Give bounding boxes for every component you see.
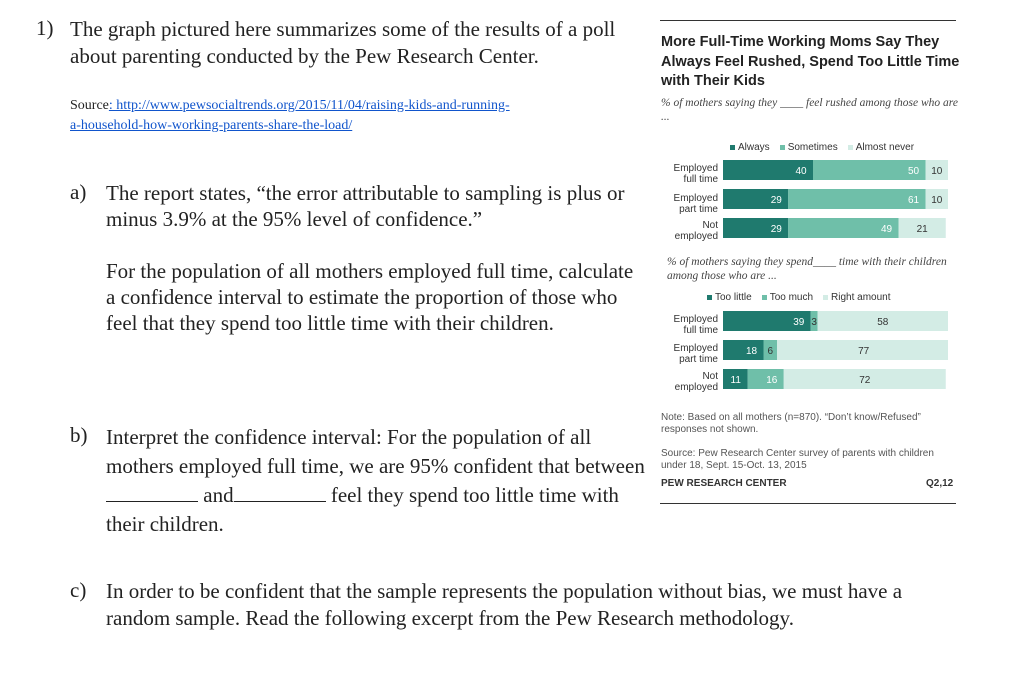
- time-label-2-2: 72: [859, 375, 871, 386]
- part-b-label: b): [70, 423, 88, 447]
- rushed-label-0-1: 50: [907, 166, 920, 177]
- part-a-label: a): [70, 180, 87, 204]
- answer-blank-upper[interactable]: [234, 481, 326, 502]
- source-line: [70, 96, 510, 136]
- rushed-label-1-0: 29: [770, 195, 782, 206]
- question-ref: Q2,12: [926, 478, 954, 489]
- part-a-text: The report states, “the error attributable to sampling is plus or minus 3.9% at the 95% level of confidence.”: [106, 181, 625, 231]
- time-label-2-1: 16: [766, 375, 778, 386]
- part-c-text: In order to be confident that the sample represents the population without bias, we must have a random sample. Read the following excerpt from the Pew Research methodology.: [106, 579, 903, 630]
- legend-item-sometimes: Sometimes: [780, 142, 838, 153]
- rushed-label-2-0: 29: [770, 224, 782, 235]
- question-number: 1): [36, 16, 54, 40]
- row-label-not-employed-2: Not employed: [674, 371, 718, 393]
- legend-item-too-much: Too much: [762, 292, 813, 303]
- row-label-part-time-1: Employed part time: [673, 193, 718, 215]
- answer-blank-lower[interactable]: [106, 481, 198, 502]
- chart-subtitle-rushed: % of mothers saying they ____ feel rushed among those who are ...: [661, 97, 958, 123]
- question-text: The graph pictured here summarizes some of the results of a poll about parenting conducted by the Pew Research Center.: [70, 17, 616, 68]
- source-label: Source: [70, 98, 109, 113]
- time-label-1-2: 77: [858, 346, 870, 357]
- part-b-text: [106, 423, 646, 539]
- time-label-1-0: 18: [745, 346, 758, 357]
- rushed-label-2-2: 21: [916, 224, 928, 235]
- rushed-label-0-0: 40: [795, 166, 807, 177]
- time-bar-1-0: [723, 340, 764, 360]
- part-b-lead: Interpret the confidence interval: For the population of all mothers employed full time, we are 95% confident that between: [106, 425, 645, 478]
- time-label-0-0: 39: [793, 317, 805, 328]
- chart-source: Source: Pew Research Center survey of parents with children under 18, Sept. 15-Oct. 13, 2015: [661, 448, 934, 471]
- row-label-full-time-2: Employed full time: [673, 314, 718, 336]
- time-label-0-2: 58: [877, 317, 889, 328]
- chart-subtitle-time: % of mothers saying they spend____ time with their children among those who are ...: [667, 256, 947, 282]
- chart-time: [723, 311, 948, 396]
- source-link[interactable]: : http://www.pewsocialtrends.org/2015/11/04/raising-kids-and-running-a-household-how-working-parents-share-the-load/: [70, 98, 510, 133]
- legend-item-always: Always: [730, 142, 770, 153]
- rushed-label-1-1: 61: [907, 195, 920, 206]
- rushed-bar-1-1: [788, 189, 925, 209]
- row-label-full-time-1: Employed full time: [673, 163, 718, 185]
- time-label-1-1: 6: [767, 346, 774, 357]
- part-b-tail: feel they spend too little time with their children.: [106, 483, 619, 536]
- rushed-label-1-2: 10: [931, 195, 943, 206]
- rushed-label-2-1: 49: [880, 224, 893, 235]
- legend-time: [707, 292, 891, 303]
- legend-item-almost-never: Almost never: [848, 142, 914, 153]
- legend-item-too-little: Too little: [707, 292, 752, 303]
- chart-rushed: [723, 160, 948, 245]
- legend-item-right-amount: Right amount: [823, 292, 890, 303]
- time-label-2-0: 11: [730, 375, 741, 386]
- row-label-part-time-2: Employed part time: [673, 343, 718, 365]
- chart-title: More Full-Time Working Moms Say They Always Feel Rushed, Spend Too Little Time with Their Kids: [661, 34, 960, 89]
- row-label-not-employed-1: Not employed: [674, 220, 718, 242]
- chart-note: Note: Based on all mothers (n=870). “Don’t know/Refused” responses not shown.: [661, 412, 921, 435]
- legend-rushed: [730, 142, 914, 153]
- rushed-label-0-2: 10: [931, 166, 943, 177]
- org-name: PEW RESEARCH CENTER: [661, 478, 787, 489]
- part-b-and: and: [203, 483, 234, 507]
- part-c-label: c): [70, 578, 87, 602]
- time-label-0-1: 3: [811, 317, 817, 328]
- part-a-instructions: For the population of all mothers employed full time, calculate a confidence interval to estimate the proportion of those who feel that they spend too little time with their children.: [106, 259, 634, 335]
